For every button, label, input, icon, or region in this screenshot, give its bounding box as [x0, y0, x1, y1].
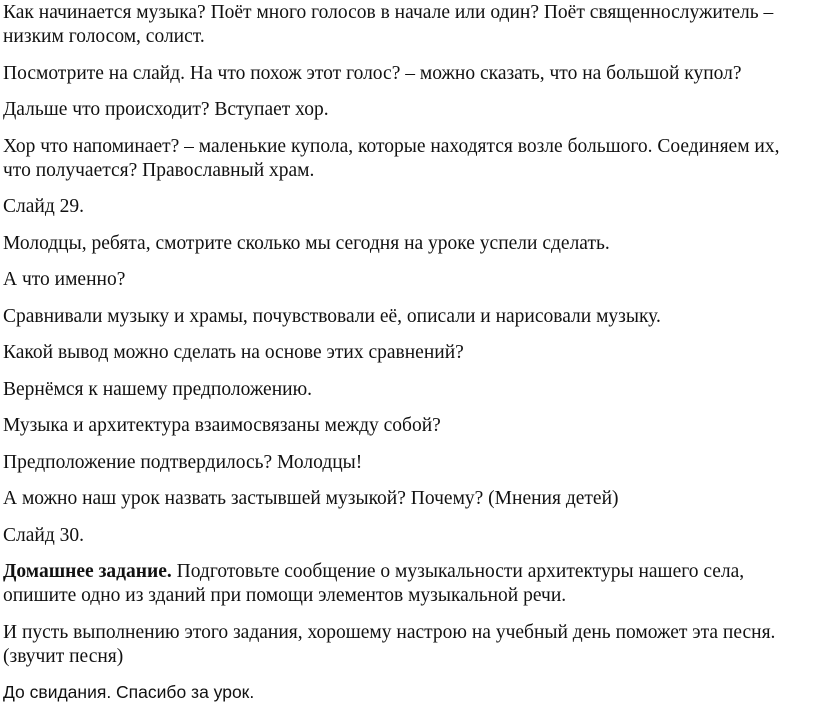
paragraph-hypothesis-confirmed: Предположение подтвердилось? Молодцы!: [3, 451, 363, 473]
paragraph-farewell: До свидания. Спасибо за урок.: [3, 681, 255, 702]
paragraph-slide-30: Слайд 30.: [3, 524, 84, 546]
paragraph-how-music-begins: Как начинается музыка? Поёт много голосов в начале или один? Поёт священнослужитель – низким голосом, солист.: [3, 2, 774, 47]
paragraph-hypothesis-return: Вернёмся к нашему предположению.: [3, 378, 313, 400]
paragraph-closing: И пусть выполнению этого задания, хорошему настрою на учебный день поможет эта песня. (звучит песня): [3, 621, 776, 667]
paragraph-homework: [3, 560, 810, 608]
paragraph-slide-29: Слайд 29.: [3, 196, 84, 217]
paragraph-look-at-slide: Посмотрите на слайд. На что похож этот голос? – можно сказать, что на большой купол?: [3, 62, 742, 84]
paragraph-conclusion-question: Какой вывод можно сделать на основе этих сравнений?: [3, 342, 464, 363]
homework-text: Подготовьте сообщение о музыкальности архитектуры нашего села, опишите одно из зданий при помощи элементов музыкальной речи.: [3, 561, 745, 606]
paragraph-well-done: Молодцы, ребята, смотрите сколько мы сегодня на уроке успели сделать.: [3, 232, 610, 254]
paragraph-frozen-music: А можно наш урок назвать застывшей музыкой? Почему? (Мнения детей): [3, 488, 619, 509]
paragraph-compared-music: Сравнивали музыку и храмы, почувствовали её, описали и нарисовали музыку.: [3, 305, 661, 327]
paragraph-choir-domes: Хор что напоминает? – маленькие купола, которые находятся возле большого. Соединяем их, что получается? Православный храм.: [3, 135, 780, 181]
paragraph-choir-enters: Дальше что происходит? Вступает хор.: [3, 99, 329, 120]
paragraph-what-exactly: А что именно?: [3, 269, 126, 290]
homework-label: Домашнее задание.: [3, 561, 172, 582]
paragraph-music-architecture: Музыка и архитектура взаимосвязаны между собой?: [3, 415, 441, 436]
